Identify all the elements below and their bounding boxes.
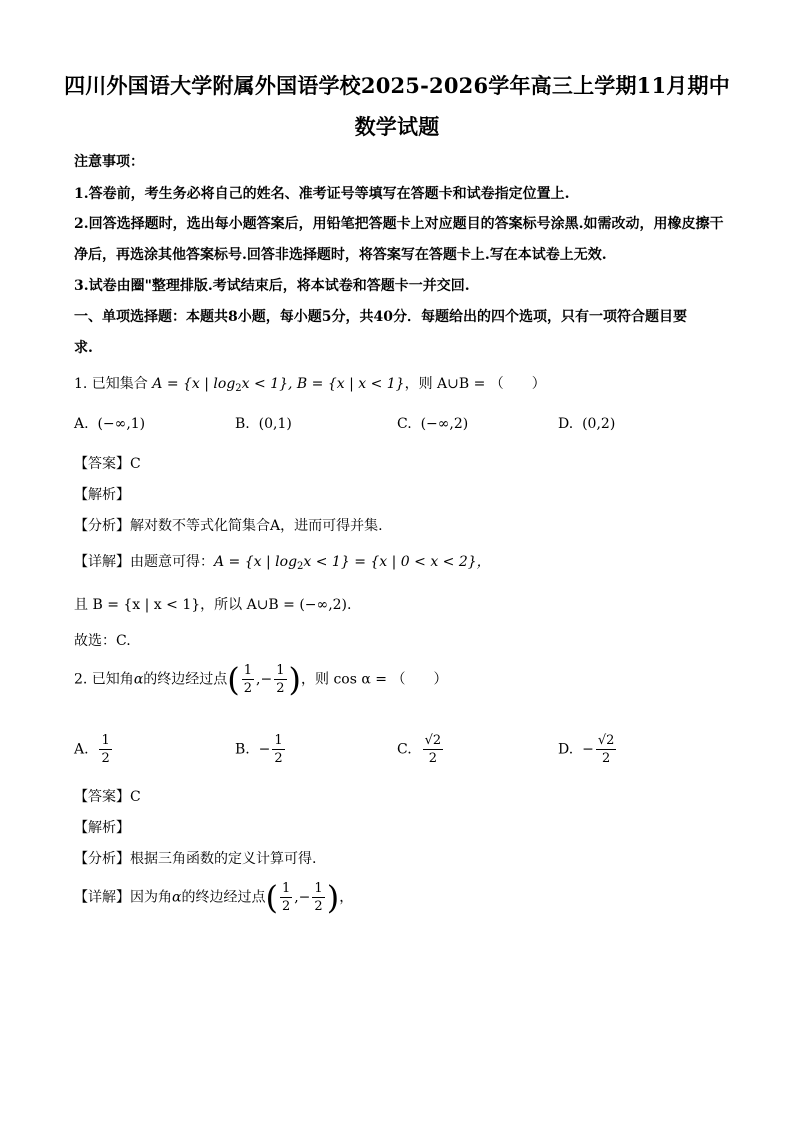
q2-option-d[interactable]: D. − $\frac{√2}{2}$ (558, 733, 615, 766)
question-1-set-a-rest: x < 1}, B = {x | x < 1} (241, 376, 405, 392)
exam-title-line-2: 数学试题 (354, 114, 440, 139)
q2-answer: 【答案】C (74, 789, 141, 805)
q1-detail: 【详解】由题意可得：A = {x | $\log_2x < 1\} = \{x$ | 0 < x < 2}， (74, 554, 491, 572)
q2-analysis-tag: 【解析】 (74, 820, 130, 836)
notes-heading: 注意事项： (74, 154, 144, 170)
question-1-suffix: ，则 A∪B = （ ） (404, 376, 546, 392)
note-item-3: 3.试卷由圈"整理排版.考试结束后，将本试卷和答题卡一并交回. (74, 278, 470, 294)
question-1-stem (74, 373, 546, 394)
q1-option-d[interactable]: D. (0,2) (558, 416, 616, 432)
alpha-symbol: α (133, 671, 144, 688)
question-1-log-base: 2 (235, 383, 242, 394)
q2-option-c[interactable]: C. $\frac{√2}{2}$ (397, 733, 442, 766)
question-1-set-a: A = {x | log (152, 376, 236, 392)
q1-choose: 故选：C. (74, 633, 131, 649)
note-item-1: 1.答卷前，考生务必将自己的姓名、准考证号等填写在答题卡和试卷指定位置上. (74, 186, 570, 202)
q2-option-b[interactable]: B. − $\frac{1}{2}$ (235, 733, 283, 766)
question-2-stem: 2. 已知角α的终边经过点( $\frac{1}{2}$ ,− $\frac{1}{2}$ )，则 cos α = （ ） (74, 660, 448, 699)
q1-option-b[interactable]: B. (0,1) (235, 416, 292, 432)
exam-title-line-1: 四川外国语大学附属外国语学校2025-2026学年高三上学期11月期中 (64, 73, 730, 98)
section-heading-line-2: 求. (74, 340, 93, 356)
note-item-2-cont: 净后，再选涂其他答案标号.回答非选择题时，将答案写在答题卡上.写在本试卷上无效. (74, 247, 607, 263)
q1-analysis-tag: 【解析】 (74, 487, 130, 503)
q2-detail: 【详解】因为角α的终边经过点( $\frac{1}{2}$ ,− $\frac{1}{2}$ )， (74, 878, 354, 917)
q1-and-line: 且 B = {x | x < 1}，所以 A∪B = (−∞,2). (74, 597, 352, 613)
q2-option-a[interactable]: A. $\frac{1}{2}$ (74, 733, 110, 766)
q1-answer: 【答案】C (74, 456, 141, 472)
q2-fenxi: 【分析】根据三角函数的定义计算可得. (74, 851, 317, 867)
note-item-2: 2.回答选择题时，选出每小题答案后，用铅笔把答题卡上对应题目的答案标号涂黑.如需改动，用橡皮擦干 (74, 216, 724, 232)
q1-fenxi: 【分析】解对数不等式化简集合A，进而可得并集. (74, 518, 383, 534)
q1-option-c[interactable]: C. (−∞,2) (397, 416, 469, 432)
q1-option-a[interactable]: A. (−∞,1) (74, 416, 146, 432)
question-1-prefix: 1. 已知集合 (74, 376, 148, 392)
section-heading-line-1: 一、单项选择题：本题共8小题，每小题5分，共40分．每题给出的四个选项，只有一项符合题目要 (74, 309, 687, 325)
